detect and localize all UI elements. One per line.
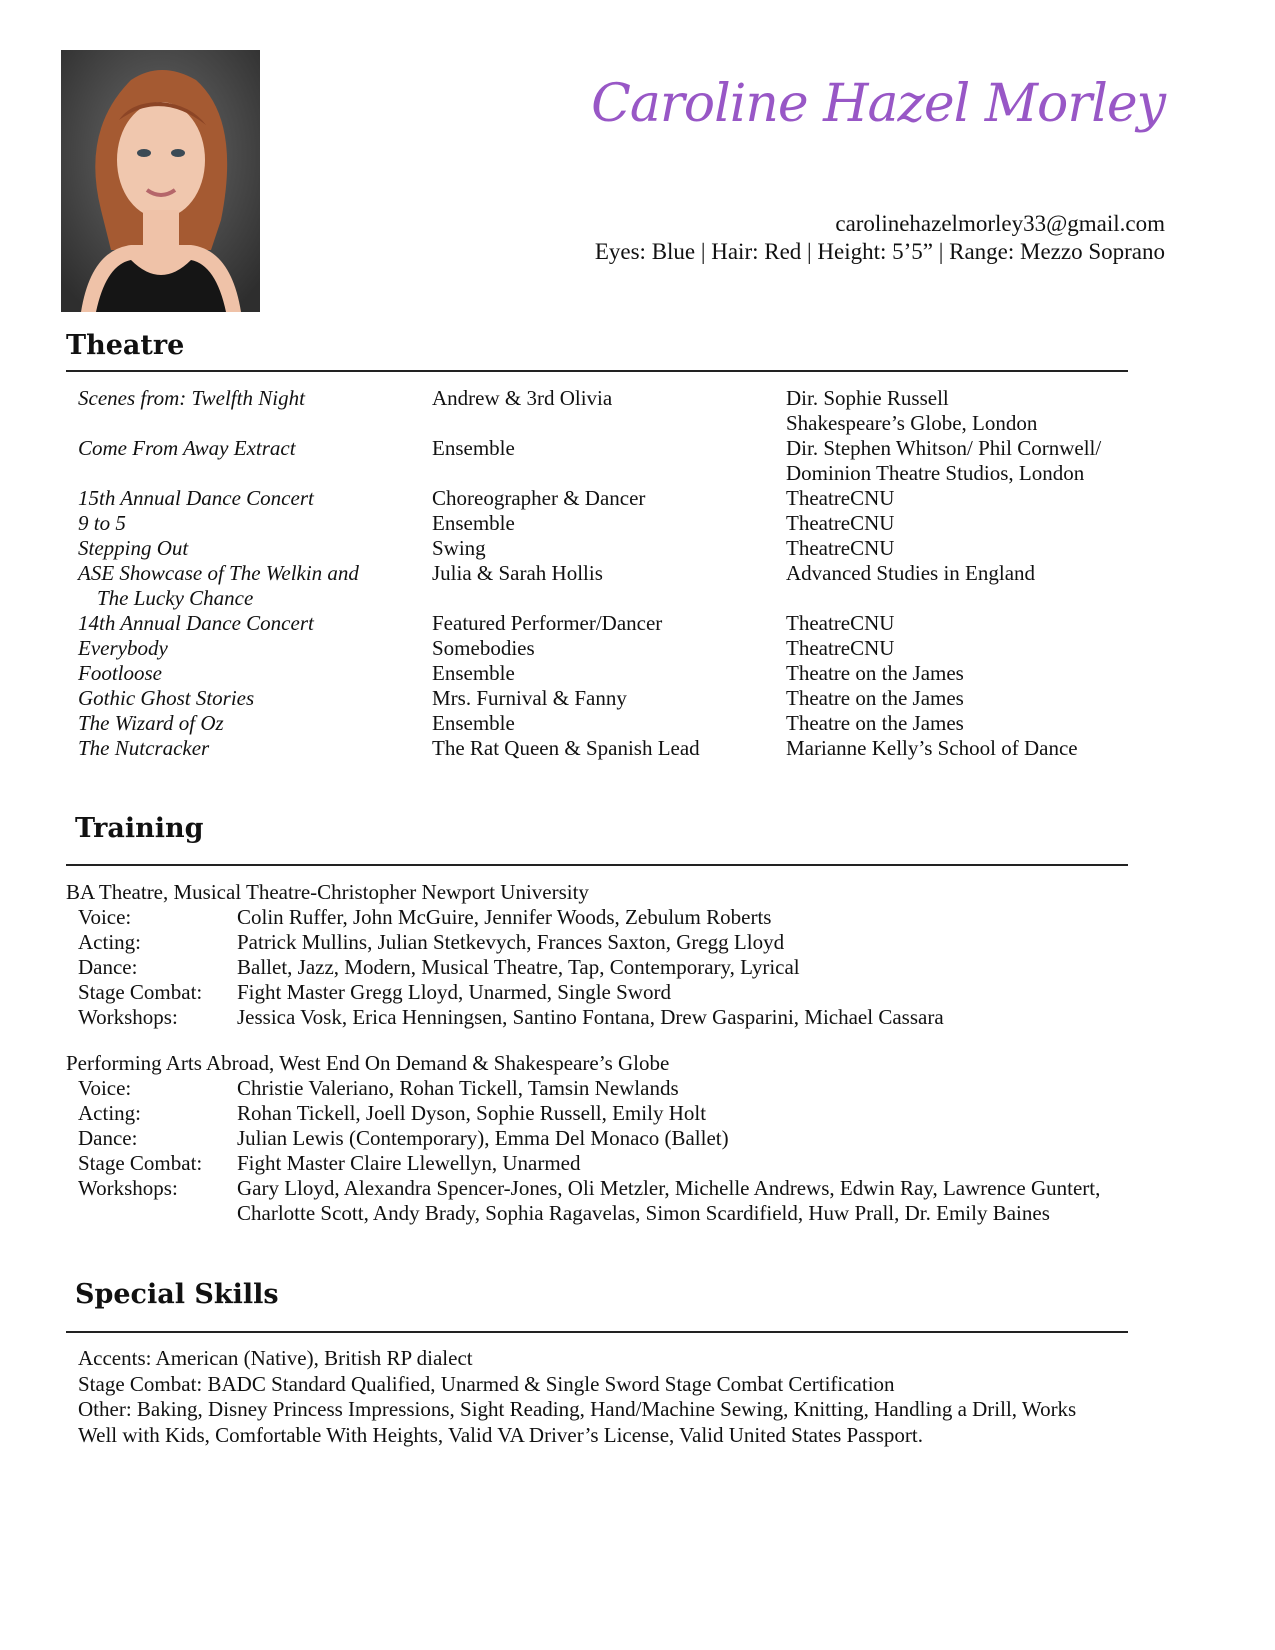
training-value: Fight Master Claire Llewellyn, Unarmed — [237, 1151, 581, 1175]
credit-venue: TheatreCNU — [786, 536, 895, 560]
training-value: Colin Ruffer, John McGuire, Jennifer Woods, Zebulum Roberts — [237, 905, 772, 929]
skill-line: Accents: American (Native), British RP dialect — [78, 1346, 473, 1370]
credit-venue: TheatreCNU — [786, 636, 895, 660]
actor-name: Caroline Hazel Morley — [591, 74, 1165, 134]
training-value: Julian Lewis (Contemporary), Emma Del Monaco (Ballet) — [237, 1126, 729, 1150]
training-value: Ballet, Jazz, Modern, Musical Theatre, Tap, Contemporary, Lyrical — [237, 955, 800, 979]
credit-venue: TheatreCNU — [786, 511, 895, 535]
training-program-heading: BA Theatre, Musical Theatre-Christopher Newport University — [66, 880, 589, 904]
training-label: Dance: — [78, 955, 138, 979]
credit-role: Swing — [432, 536, 486, 560]
training-divider — [66, 864, 1128, 866]
skill-line: Other: Baking, Disney Princess Impressions, Sight Reading, Hand/Machine Sewing, Knitting, Handling a Drill, Works — [78, 1397, 1077, 1421]
theatre-divider — [66, 370, 1128, 372]
credit-venue: TheatreCNU — [786, 611, 895, 635]
training-value: Patrick Mullins, Julian Stetkevych, Frances Saxton, Gregg Lloyd — [237, 930, 785, 954]
credit-show: Footloose — [78, 661, 162, 685]
training-heading: Training — [75, 813, 204, 844]
credit-venue: Theatre on the James — [786, 686, 964, 710]
credit-show: Everybody — [78, 636, 168, 660]
training-value: Jessica Vosk, Erica Henningsen, Santino Fontana, Drew Gasparini, Michael Cassara — [237, 1005, 944, 1029]
credit-role: Somebodies — [432, 636, 535, 660]
credit-role: Ensemble — [432, 511, 515, 535]
credit-venue: Shakespeare’s Globe, London — [786, 411, 1038, 435]
credit-role: Choreographer & Dancer — [432, 486, 646, 510]
training-label: Acting: — [78, 930, 141, 954]
credit-role: Featured Performer/Dancer — [432, 611, 663, 635]
credit-show: 15th Annual Dance Concert — [78, 486, 314, 510]
training-value: Charlotte Scott, Andy Brady, Sophia Ragavelas, Simon Scardifield, Huw Prall, Dr. Emily Baines — [237, 1201, 1050, 1225]
credit-venue: Theatre on the James — [786, 661, 964, 685]
skills-divider — [66, 1331, 1128, 1333]
credit-venue: Theatre on the James — [786, 711, 964, 735]
training-label: Stage Combat: — [78, 980, 203, 1004]
training-value: Gary Lloyd, Alexandra Spencer-Jones, Oli Metzler, Michelle Andrews, Edwin Ray, Lawrence Guntert, — [237, 1176, 1101, 1200]
headshot-photo — [61, 50, 260, 312]
contact-block — [595, 210, 1165, 266]
theatre-heading: Theatre — [66, 330, 185, 361]
stats-line: Eyes: Blue | Hair: Red | Height: 5’5” | Range: Mezzo Soprano — [594, 239, 1165, 264]
credit-show: Gothic Ghost Stories — [78, 686, 255, 710]
credit-role: Ensemble — [432, 661, 515, 685]
credit-show: Come From Away Extract — [78, 436, 296, 460]
credit-show: 14th Annual Dance Concert — [78, 611, 314, 635]
credit-role: Ensemble — [432, 711, 515, 735]
credit-venue: Dominion Theatre Studios, London — [786, 461, 1085, 485]
credit-venue: TheatreCNU — [786, 486, 895, 510]
credit-venue: Marianne Kelly’s School of Dance — [786, 736, 1078, 760]
training-label: Voice: — [78, 1076, 132, 1100]
training-label: Acting: — [78, 1101, 141, 1125]
training-value: Christie Valeriano, Rohan Tickell, Tamsin Newlands — [237, 1076, 679, 1100]
skill-line: Well with Kids, Comfortable With Heights, Valid VA Driver’s License, Valid United States Passport. — [78, 1422, 923, 1447]
training-label: Stage Combat: — [78, 1151, 203, 1175]
credit-show: The Lucky Chance — [97, 586, 254, 610]
credit-show: 9 to 5 — [78, 511, 126, 535]
training-label: Workshops: — [78, 1005, 178, 1029]
credit-role: Mrs. Furnival & Fanny — [432, 686, 627, 710]
training-label: Voice: — [78, 905, 132, 929]
credit-show: Scenes from: Twelfth Night — [78, 386, 305, 410]
credit-show: The Nutcracker — [78, 736, 210, 760]
training-value: Fight Master Gregg Lloyd, Unarmed, Single Sword — [237, 980, 671, 1004]
credit-role: Ensemble — [432, 436, 515, 460]
skill-line: Stage Combat: BADC Standard Qualified, Unarmed & Single Sword Stage Combat Certification — [78, 1371, 895, 1396]
credit-venue: Dir. Sophie Russell — [786, 386, 949, 410]
credit-show: Stepping Out — [78, 536, 189, 560]
credit-show: ASE Showcase of The Welkin and — [78, 561, 359, 585]
training-value: Rohan Tickell, Joell Dyson, Sophie Russell, Emily Holt — [237, 1101, 707, 1125]
training-label: Dance: — [78, 1126, 138, 1150]
training-label: Workshops: — [78, 1176, 178, 1200]
skills-heading: Special Skills — [75, 1279, 279, 1310]
credit-venue: Advanced Studies in England — [786, 561, 1036, 585]
credit-role: Julia & Sarah Hollis — [432, 561, 603, 585]
training-program-heading: Performing Arts Abroad, West End On Demand & Shakespeare’s Globe — [66, 1051, 670, 1075]
credit-show: The Wizard of Oz — [78, 711, 224, 735]
email-text[interactable]: carolinehazelmorley33@gmail.com — [835, 211, 1165, 236]
credit-role: Andrew & 3rd Olivia — [432, 386, 613, 410]
credit-role: The Rat Queen & Spanish Lead — [432, 736, 700, 760]
credit-venue: Dir. Stephen Whitson/ Phil Cornwell/ — [786, 436, 1102, 460]
